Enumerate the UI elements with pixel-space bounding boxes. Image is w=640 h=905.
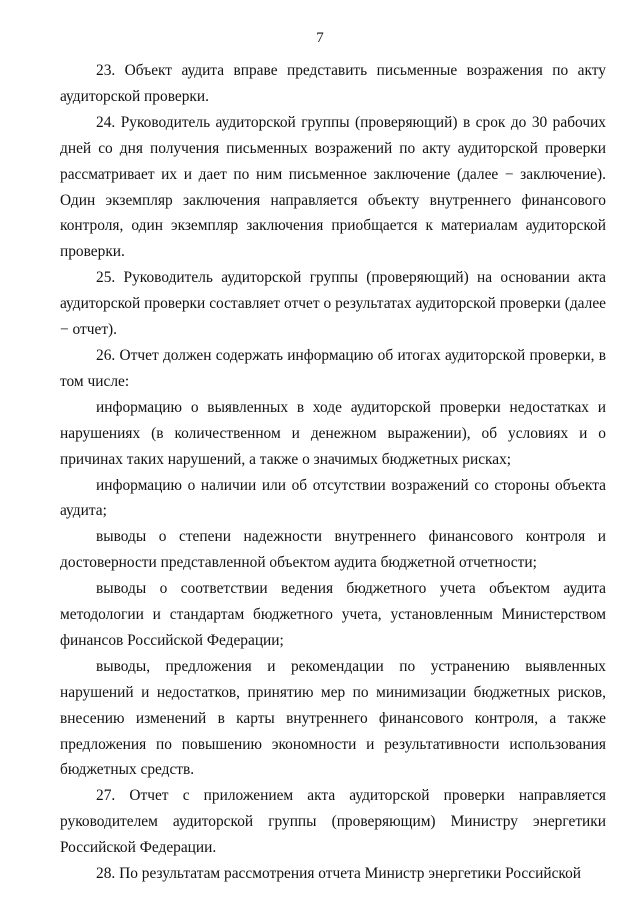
list-item-accounting-compliance: выводы о соответствии ведения бюджетного учета объектом аудита методологии и стандартам бюджетного учета, установленным Министерством финансов Российской Федерации;: [60, 580, 606, 649]
list-item-deficiencies: информацию о выявленных в ходе аудиторской проверки недостатках и нарушениях (в количественном и денежном выражении), об условиях и о причинах таких нарушений, а также о значимых бюджетных рисках;: [60, 398, 606, 468]
paragraph-27: 27. Отчет с приложением акта аудиторской проверки направляется руководителем аудиторской группы (проверяющим) Министру энергетики Российской Федерации.: [60, 787, 606, 857]
list-item-reliability: выводы о степени надежности внутреннего финансового контроля и достоверности представленной объектом аудита бюджетной отчетности;: [60, 528, 606, 572]
list-item-recommendations: выводы, предложения и рекомендации по устранению выявленных нарушений и недостатков, принятию мер по минимизации бюджетных рисков, внесению изменений в карты внутреннего финансового контроля, а также предложения по повышению экономности и результативности использования бюджетных средств.: [60, 657, 606, 779]
paragraph-23: 23. Объект аудита вправе представить письменные возражения по акту аудиторской проверки.: [60, 62, 606, 105]
document-body: [60, 58, 606, 887]
page-number: 7: [316, 30, 324, 46]
paragraph-25: 25. Руководитель аудиторской группы (проверяющий) на основании акта аудиторской проверки составляет отчет о результатах аудиторской проверки (далее − отчет).: [60, 269, 606, 339]
paragraph-28: 28. По результатам рассмотрения отчета Министр энергетики Российской: [96, 865, 582, 883]
paragraph-26: 26. Отчет должен содержать информацию об итогах аудиторской проверки, в том числе:: [60, 346, 606, 390]
paragraph-24: 24. Руководитель аудиторской группы (проверяющий) в срок до 30 рабочих дней со дня получения письменных возражений по акту аудиторской проверки рассматривает их и дает по ним письменное заключение (далее − заключение). Один экземпляр заключения направляется объекту внутреннего финансового контроля, один экземпляр заключения приобщается к материалам аудиторской проверки.: [60, 113, 606, 261]
list-item-objections: информацию о наличии или об отсутствии возражений со стороны объекта аудита;: [60, 476, 606, 520]
